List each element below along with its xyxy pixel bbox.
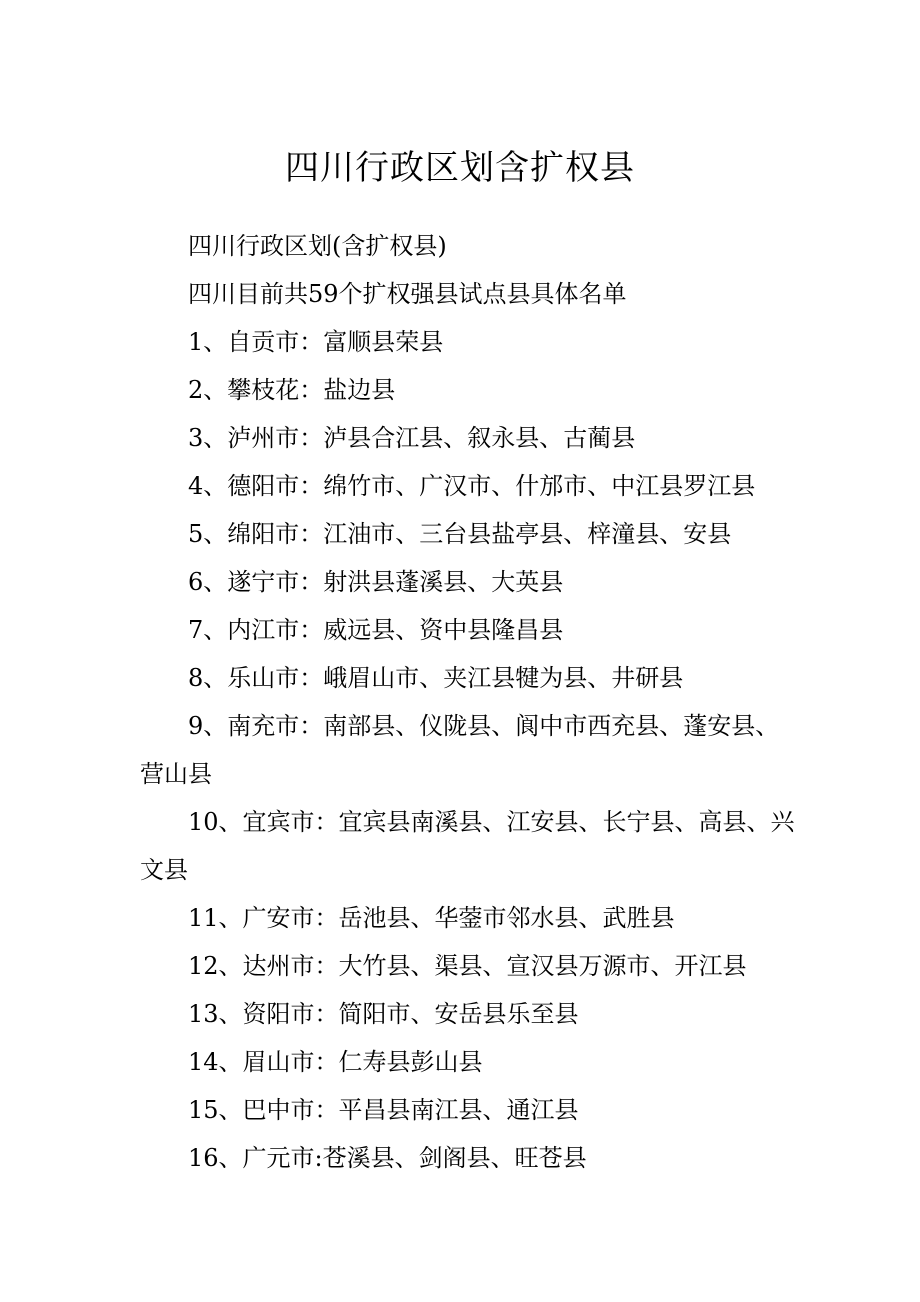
list-item: 7、内江市：威远县、资中县隆昌县 (188, 616, 564, 644)
list-item: 11、广安市：岳池县、华蓥市邻水县、武胜县 (188, 904, 675, 932)
list-item: 9、南充市：南部县、仪陇县、阆中市西充县、蓬安县、营山县 (140, 712, 780, 788)
list-item: 13、资阳市：简阳市、安岳县乐至县 (188, 1000, 579, 1028)
list-item: 2、攀枝花：盐边县 (188, 376, 396, 404)
paragraph: 四川行政区划(含扩权县) (188, 232, 447, 260)
list-item: 6、遂宁市：射洪县蓬溪县、大英县 (188, 568, 564, 596)
document-body (140, 222, 800, 1182)
list-item: 4、德阳市：绵竹市、广汉市、什邡市、中江县罗江县 (188, 472, 756, 500)
list-item: 12、达州市：大竹县、渠县、宣汉县万源市、开江县 (188, 952, 747, 980)
list-item: 14、眉山市：仁寿县彭山县 (188, 1048, 483, 1076)
list-item: 10、宜宾市：宜宾县南溪县、江安县、长宁县、高县、兴文县 (140, 808, 795, 884)
list-item: 1、自贡市：富顺县荣县 (188, 328, 444, 356)
document-title: 四川行政区划含扩权县 (285, 148, 635, 188)
paragraph: 四川目前共59个扩权强县试点县具体名单 (188, 280, 627, 308)
list-item: 15、巴中市：平昌县南江县、通江县 (188, 1096, 579, 1124)
list-item: 5、绵阳市：江油市、三台县盐亭县、梓潼县、安县 (188, 520, 732, 548)
list-item: 16、广元市:苍溪县、剑阁县、旺苍县 (188, 1144, 587, 1172)
list-item: 3、泸州市：泸县合江县、叙永县、古蔺县 (188, 424, 636, 452)
list-item: 8、乐山市：峨眉山市、夹江县犍为县、井研县 (188, 664, 684, 692)
